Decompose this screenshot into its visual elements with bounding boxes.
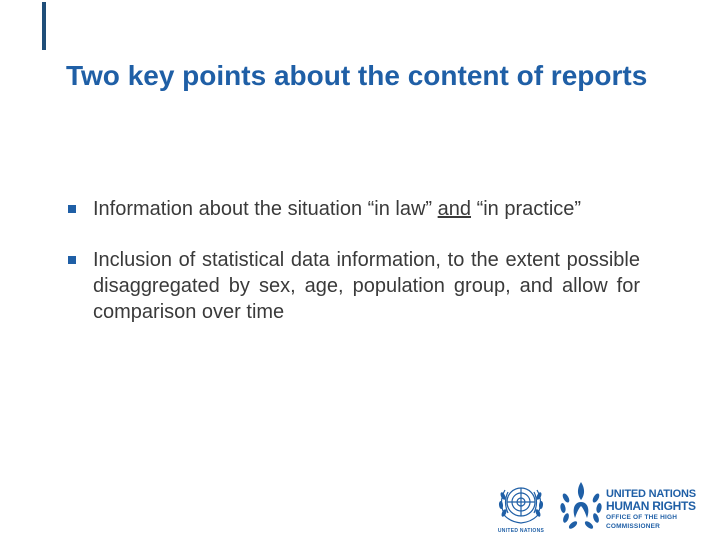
bullet-square-icon [68,256,76,264]
bullet-text-part: Information about the situation “in law” [93,198,438,220]
ohchr-line-1: UNITED NATIONS [606,488,696,500]
accent-bar [42,2,46,50]
bullet-underlined-word: and [437,198,472,220]
laurel-flame-icon [558,476,604,532]
bullet-text-part: “in practice” [471,198,582,220]
un-caption: UNITED NATIONS [497,528,545,534]
ohchr-line-2: HUMAN RIGHTS [606,499,696,513]
bullet-item [66,247,640,325]
bullet-square-icon [68,205,76,213]
ohchr-wordmark [606,488,718,531]
ohchr-logo [558,476,718,536]
bullet-list [66,196,640,350]
un-emblem-icon [492,478,550,528]
bullet-text: Inclusion of statistical data information, to the extent possible disaggregated by sex, age, population group, and allow for comparison over time [93,249,640,323]
un-emblem-logo [492,478,550,540]
ohchr-line-3: OFFICE OF THE HIGH COMMISSIONER [606,514,678,530]
bullet-item [66,196,640,222]
slide-title: Two key points about the content of reports [66,60,648,91]
